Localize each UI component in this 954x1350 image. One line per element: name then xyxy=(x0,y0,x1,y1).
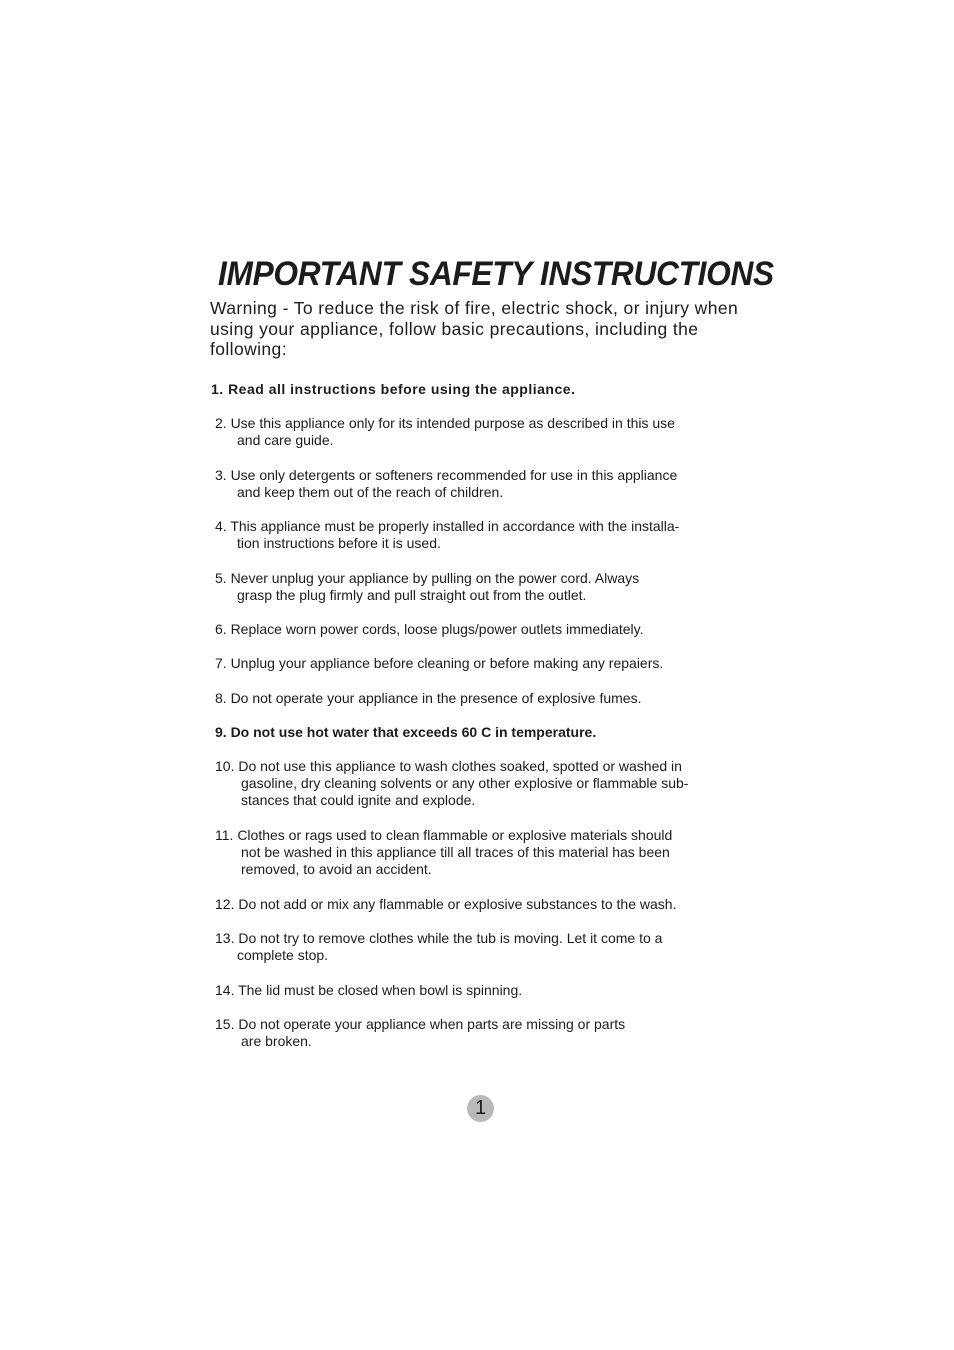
instruction-item-11 xyxy=(215,827,672,879)
instruction-item-2 xyxy=(215,415,675,449)
instruction-9-text: 9. Do not use hot water that exceeds 60 C in temperature. xyxy=(215,724,597,740)
instruction-11-text-cont2: removed, to avoid an accident. xyxy=(241,861,432,878)
instruction-item-13 xyxy=(215,930,662,964)
instruction-10-text-cont: gasoline, dry cleaning solvents or any other explosive or flammable sub- xyxy=(241,775,689,792)
instruction-item-12 xyxy=(215,896,676,913)
instruction-3-text-cont: and keep them out of the reach of children. xyxy=(237,484,504,501)
instruction-item-8 xyxy=(215,690,641,707)
instruction-5-text-cont: grasp the plug firmly and pull straight out from the outlet. xyxy=(237,587,587,604)
instruction-15-text-cont: are broken. xyxy=(241,1033,312,1050)
page-number-badge: 1 xyxy=(467,1095,494,1122)
instruction-7-text: 7. Unplug your appliance before cleaning or before making any repaiers. xyxy=(215,655,664,671)
warning-paragraph: Warning - To reduce the risk of fire, electric shock, or injury when using your appliance, follow basic precautions, including the following: xyxy=(210,298,739,359)
instruction-item-6 xyxy=(215,621,644,638)
instruction-2-text-cont: and care guide. xyxy=(237,432,334,449)
instruction-11-text: 11. Clothes or rags used to clean flammable or explosive materials should xyxy=(215,827,673,843)
instruction-4-text: 4. This appliance must be properly installed in accordance with the installa- xyxy=(215,518,680,534)
instruction-12-text: 12. Do not add or mix any flammable or explosive substances to the wash. xyxy=(215,896,677,912)
instruction-11-text-cont: not be washed in this appliance till all traces of this material has been xyxy=(241,844,670,861)
instruction-5-text: 5. Never unplug your appliance by pulling on the power cord. Always xyxy=(215,570,640,586)
instruction-item-14 xyxy=(215,982,522,999)
instruction-item-10 xyxy=(215,758,688,810)
instruction-item-5 xyxy=(215,570,639,604)
instruction-4-text-cont: tion instructions before it is used. xyxy=(237,535,441,552)
instruction-13-text: 13. Do not try to remove clothes while the tub is moving. Let it come to a xyxy=(215,930,663,946)
instruction-1-text: 1. Read all instructions before using the appliance. xyxy=(211,381,576,397)
instruction-item-9 xyxy=(215,724,596,741)
instruction-14-text: 14. The lid must be closed when bowl is spinning. xyxy=(215,982,523,998)
instruction-10-text-cont2: stances that could ignite and explode. xyxy=(241,792,476,809)
instruction-13-text-cont: complete stop. xyxy=(237,947,329,964)
instruction-item-7 xyxy=(215,655,663,672)
instruction-item-4 xyxy=(215,518,679,552)
instruction-item-15 xyxy=(215,1016,625,1050)
page-title: IMPORTANT SAFETY INSTRUCTIONS xyxy=(218,255,774,293)
instruction-item-1 xyxy=(211,381,575,398)
instruction-8-text: 8. Do not operate your appliance in the presence of explosive fumes. xyxy=(215,690,642,706)
instruction-item-3 xyxy=(215,467,677,501)
instruction-3-text: 3. Use only detergents or softeners recommended for use in this appliance xyxy=(215,467,678,483)
instruction-15-text: 15. Do not operate your appliance when parts are missing or parts xyxy=(215,1016,626,1032)
instruction-10-text: 10. Do not use this appliance to wash clothes soaked, spotted or washed in xyxy=(215,758,682,774)
instruction-6-text: 6. Replace worn power cords, loose plugs/power outlets immediately. xyxy=(215,621,644,637)
instruction-2-text: 2. Use this appliance only for its intended purpose as described in this use xyxy=(215,415,675,431)
